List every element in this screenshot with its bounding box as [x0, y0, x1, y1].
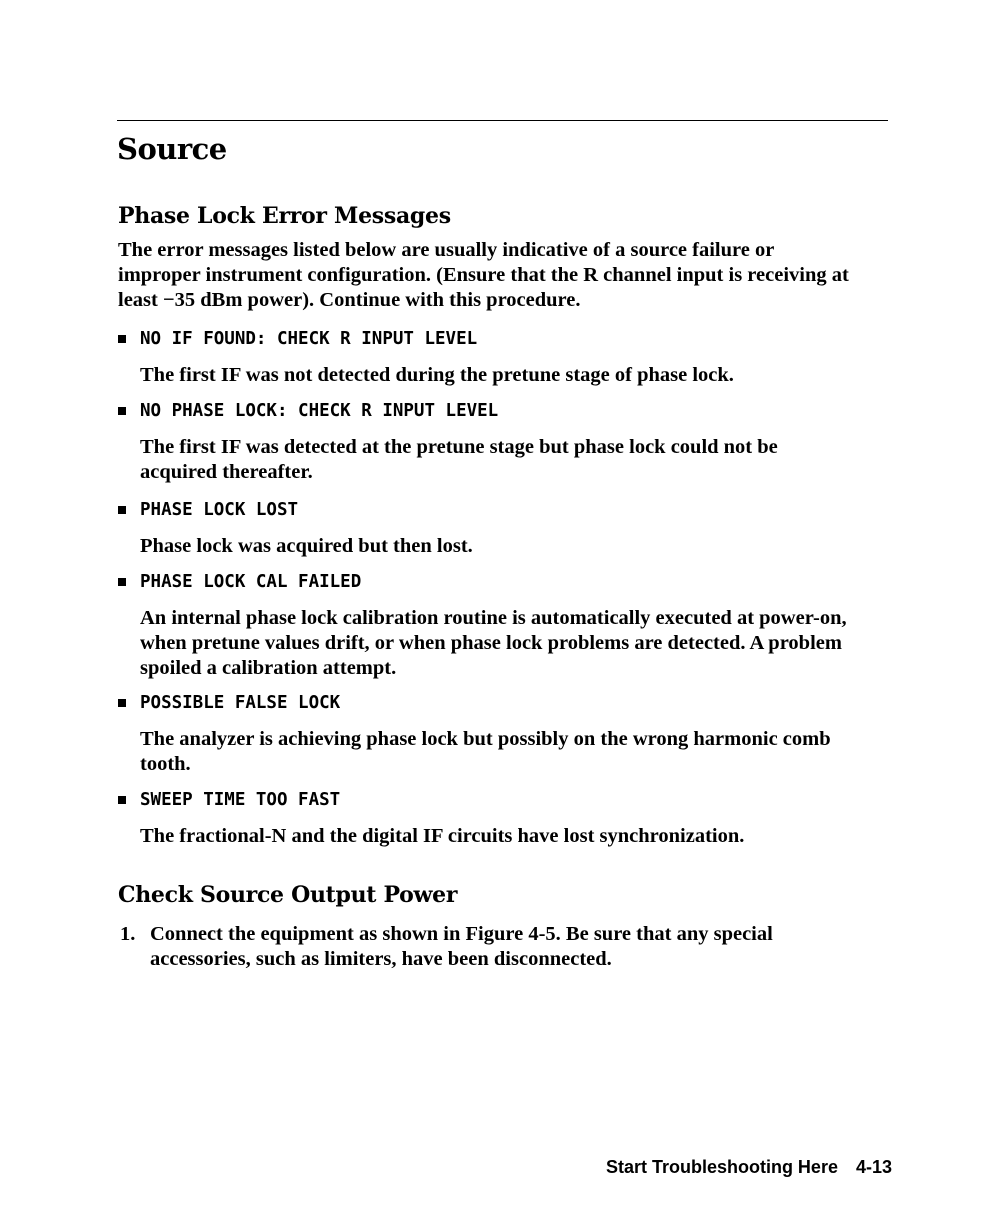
error-message-item — [118, 788, 858, 849]
step-number: 1. — [120, 923, 136, 945]
step-text: Connect the equipment as shown in Figure 4-5. Be sure that any special accessories, such as limiters, have been disconnected. — [150, 923, 773, 970]
error-description: Phase lock was acquired but then lost. — [140, 535, 473, 557]
error-message-item — [118, 327, 858, 388]
phase-lock-heading: Phase Lock Error Messages — [118, 203, 451, 229]
procedure-step — [118, 922, 858, 972]
page-footer — [606, 1155, 892, 1179]
bullet-icon — [118, 699, 126, 707]
error-code: POSSIBLE FALSE LOCK — [140, 693, 341, 713]
error-code: SWEEP TIME TOO FAST — [140, 790, 341, 810]
error-description: The analyzer is achieving phase lock but possibly on the wrong harmonic comb tooth. — [140, 728, 831, 775]
bullet-icon — [118, 796, 126, 804]
error-code: PHASE LOCK CAL FAILED — [140, 572, 362, 592]
error-code: NO IF FOUND: CHECK R INPUT LEVEL — [140, 329, 478, 349]
phase-lock-intro: The error messages listed below are usually indicative of a source failure or improper instrument configuration. (Ensure that the R channel input is receiving at least −35 dBm power). Continue with this procedure. — [118, 239, 849, 311]
bullet-icon — [118, 506, 126, 514]
page-number: 4-13 — [855, 1157, 892, 1177]
bullet-icon — [118, 578, 126, 586]
footer-chapter: Start Troubleshooting Here — [605, 1157, 838, 1177]
top-rule — [117, 120, 888, 121]
error-description: The fractional-N and the digital IF circuits have lost synchronization. — [140, 825, 745, 847]
error-code: PHASE LOCK LOST — [140, 500, 299, 520]
error-message-item — [118, 691, 858, 777]
section-title: Source — [117, 132, 227, 166]
bullet-icon — [118, 335, 126, 343]
bullet-icon — [118, 407, 126, 415]
error-description: The first IF was not detected during the pretune stage of phase lock. — [140, 364, 734, 386]
error-code: NO PHASE LOCK: CHECK R INPUT LEVEL — [140, 401, 499, 421]
check-power-heading: Check Source Output Power — [118, 882, 458, 908]
error-description: An internal phase lock calibration routine is automatically executed at power-on, when pretune values drift, or when phase lock problems are detected. A problem spoiled a calibration attempt. — [140, 607, 847, 679]
error-message-item — [118, 399, 858, 485]
error-message-item — [118, 570, 858, 681]
error-message-item — [118, 498, 858, 559]
error-description: The first IF was detected at the pretune stage but phase lock could not be acquired thereafter. — [140, 436, 778, 483]
